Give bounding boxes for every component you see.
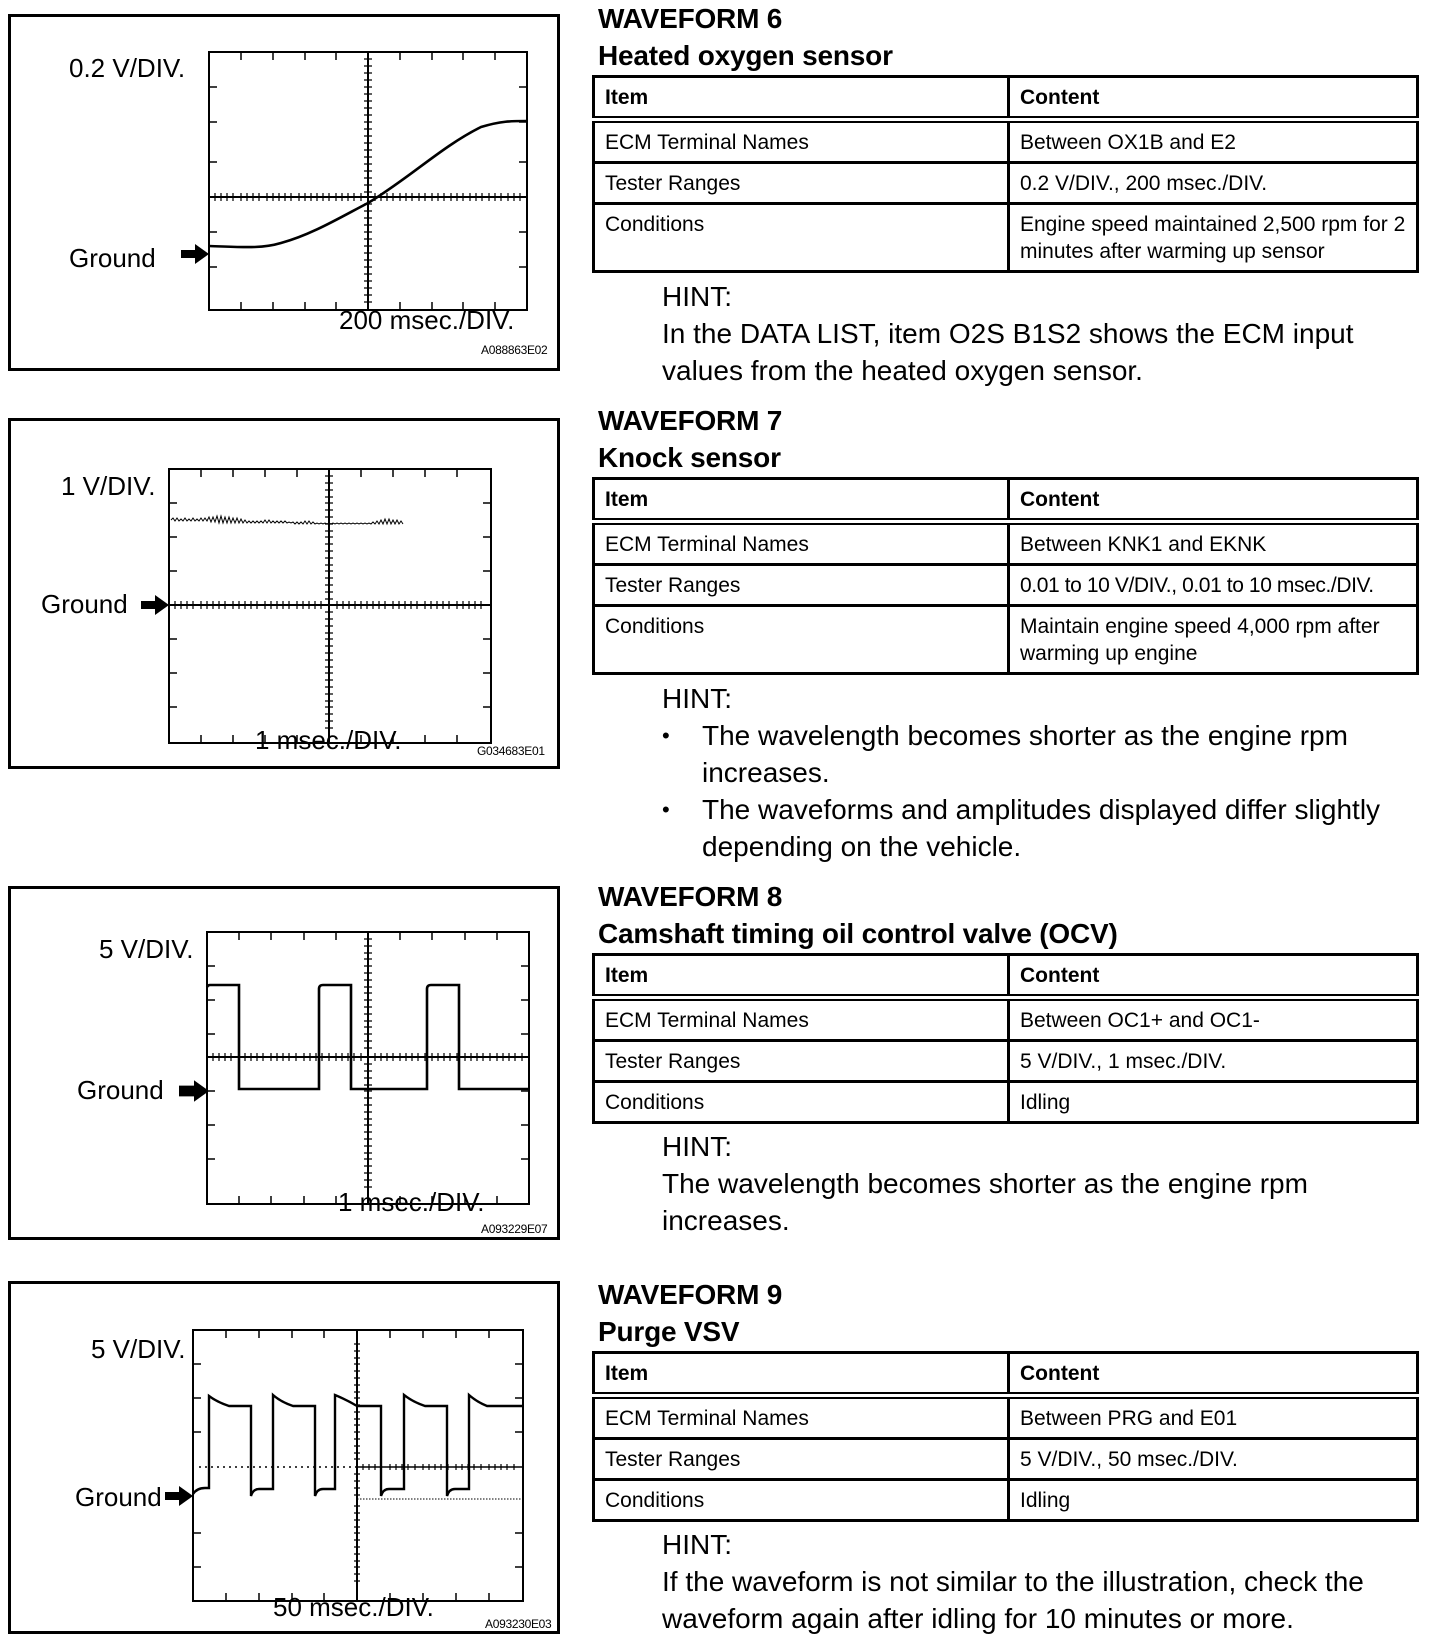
table-row [594,1041,1418,1082]
header-item: Item [594,77,1009,120]
table-row [594,1439,1418,1480]
row-item: Conditions [594,1082,1009,1123]
waveform-6-hint [662,278,1422,389]
waveform-6-figure [8,14,560,371]
row-content: 0.2 V/DIV., 200 msec./DIV. [1009,163,1418,204]
row-item: Tester Ranges [594,163,1009,204]
waveform-8-heading [598,878,1118,952]
row-content: Idling [1009,1480,1418,1521]
row-item: Conditions [594,606,1009,674]
row-content: Between OX1B and E2 [1009,120,1418,163]
hint-bullet: • The wavelength becomes shorter as the engine rpm increases. [662,717,1422,791]
row-content: Idling [1009,1082,1418,1123]
ground-label: Ground [77,1075,164,1105]
table-row [594,1082,1418,1123]
header-item: Item [594,955,1009,998]
table-row [594,120,1418,163]
waveform-number: WAVEFORM 8 [598,881,783,912]
table-row [594,522,1418,565]
row-item: Conditions [594,1480,1009,1521]
ground-arrow-icon [141,595,169,615]
table-header-row [594,479,1418,522]
figure-id: G034683E01 [477,744,545,758]
waveform-8-figure [8,886,560,1240]
waveform-8-spec-table [592,953,1419,1124]
waveform-9-spec-table [592,1351,1419,1522]
ground-arrow-icon [179,1079,209,1103]
figure-id: A088863E02 [481,343,548,357]
row-item: ECM Terminal Names [594,1396,1009,1439]
header-content: Content [1009,479,1418,522]
ground-label: Ground [41,589,128,619]
waveform-subject: Purge VSV [598,1316,740,1347]
header-content: Content [1009,955,1418,998]
row-content: Between PRG and E01 [1009,1396,1418,1439]
row-content: Between OC1+ and OC1- [1009,998,1418,1041]
row-item: Tester Ranges [594,565,1009,606]
row-content: Maintain engine speed 4,000 rpm after warming up engine [1009,606,1418,674]
waveform-number: WAVEFORM 6 [598,3,783,34]
hint-label: HINT: [662,1529,732,1560]
row-content: 5 V/DIV., 1 msec./DIV. [1009,1041,1418,1082]
header-item: Item [594,479,1009,522]
volts-per-div-label: 1 V/DIV. [61,471,156,501]
hint-label: HINT: [662,281,732,312]
waveform-6-heading [598,0,893,74]
table-row [594,998,1418,1041]
row-content: Engine speed maintained 2,500 rpm for 2 minutes after warming up sensor [1009,204,1418,272]
row-item: Conditions [594,204,1009,272]
ground-arrow-icon [181,244,209,264]
hint-text: If the waveform is not similar to the illustration, check the waveform again after idling for 10 minutes or more. [662,1566,1364,1634]
ground-label: Ground [75,1482,162,1512]
waveform-9-hint [662,1526,1422,1637]
table-header-row [594,1353,1418,1396]
waveform-7-figure [8,418,560,769]
table-row [594,1396,1418,1439]
time-per-div-label: 200 msec./DIV. [339,305,515,335]
row-content: 5 V/DIV., 50 msec./DIV. [1009,1439,1418,1480]
time-per-div-label: 1 msec./DIV. [338,1187,485,1217]
waveform-subject: Camshaft timing oil control valve (OCV) [598,918,1118,949]
row-content: Between KNK1 and EKNK [1009,522,1418,565]
header-content: Content [1009,1353,1418,1396]
hint-bullet-list [662,717,1422,865]
waveform-subject: Heated oxygen sensor [598,40,893,71]
ground-label: Ground [69,243,156,273]
row-content: 0.01 to 10 V/DIV., 0.01 to 10 msec./DIV. [1009,565,1418,606]
hint-bullet: • The waveforms and amplitudes displayed differ slightly depending on the vehicle. [662,791,1422,865]
header-item: Item [594,1353,1009,1396]
figure-id: A093230E03 [485,1617,552,1631]
table-row [594,1480,1418,1521]
hint-text: In the DATA LIST, item O2S B1S2 shows the ECM input values from the heated oxygen sensor. [662,318,1354,386]
waveform-7-heading [598,402,782,476]
waveform-7-spec-table [592,477,1419,675]
row-item: ECM Terminal Names [594,998,1009,1041]
waveform-6-spec-table [592,75,1419,273]
waveform-number: WAVEFORM 7 [598,405,783,436]
waveform-9-figure [8,1281,560,1634]
ground-arrow-icon [165,1486,193,1506]
waveform-8-hint [662,1128,1422,1239]
row-item: ECM Terminal Names [594,522,1009,565]
waveform-number: WAVEFORM 9 [598,1279,783,1310]
figure-id: A093229E07 [481,1222,548,1236]
volts-per-div-label: 0.2 V/DIV. [69,53,186,83]
hint-label: HINT: [662,1131,732,1162]
row-item: ECM Terminal Names [594,120,1009,163]
waveform-subject: Knock sensor [598,442,781,473]
table-row [594,606,1418,674]
volts-per-div-label: 5 V/DIV. [91,1334,186,1364]
time-per-div-label: 50 msec./DIV. [273,1592,434,1622]
waveform-7-hint [662,680,1422,865]
table-row [594,204,1418,272]
header-content: Content [1009,77,1418,120]
table-header-row [594,955,1418,998]
row-item: Tester Ranges [594,1041,1009,1082]
table-row [594,565,1418,606]
volts-per-div-label: 5 V/DIV. [99,934,194,964]
hint-label: HINT: [662,683,732,714]
waveform-9-heading [598,1276,782,1350]
table-row [594,163,1418,204]
hint-text: The wavelength becomes shorter as the engine rpm increases. [662,1168,1308,1236]
row-item: Tester Ranges [594,1439,1009,1480]
time-per-div-label: 1 msec./DIV. [255,725,402,755]
table-header-row [594,77,1418,120]
